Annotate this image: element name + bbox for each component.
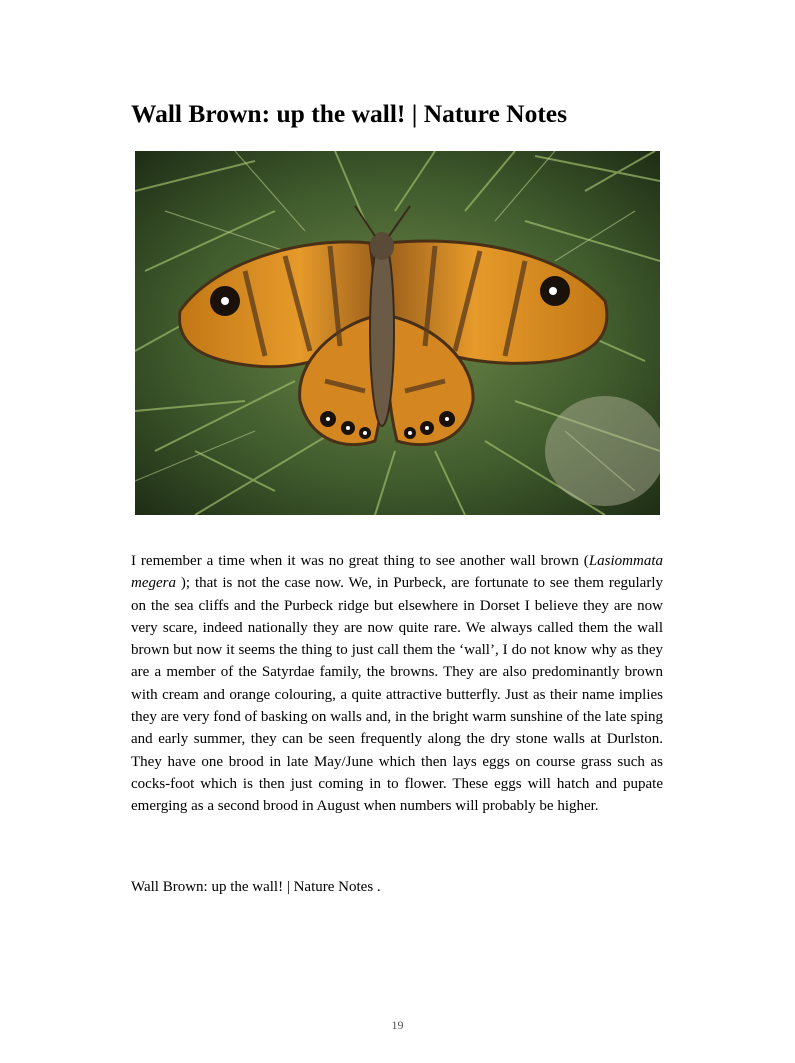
butterfly-photo bbox=[135, 151, 660, 515]
body-lead: I remember a time when it was no great thing to see another wall brown ( bbox=[131, 553, 589, 569]
article-body bbox=[131, 550, 663, 818]
wall-brown-butterfly-icon bbox=[135, 151, 660, 515]
page-title: Wall Brown: up the wall! | Nature Notes bbox=[131, 99, 568, 128]
source-caption: Wall Brown: up the wall! | Nature Notes . bbox=[131, 879, 381, 895]
species-name: Lasiommata megera bbox=[131, 553, 663, 592]
page-number: 19 bbox=[391, 1018, 404, 1032]
body-rest: ); that is not the case now. We, in Purbeck, are fortunate to see them regularly on the sea cliffs and the Purbeck ridge but elsewhere in Dorset I believe they are now very scare, indeed nationally they are now quite rare. We always called them the wall brown but now it seems the thing to just call them the ‘wall’, I do not know why as they are a member of the Satyrdae family, the browns. They are also predominantly brown with cream and orange colouring, a quite attractive butterfly. Just as their name implies they are very fond of basking on walls and, in the bright warm sunshine of the late sping and early summer, they can be seen frequently along the dry stone walls at Durlston. They have one brood in late May/June which then lays eggs on course grass such as cocks-foot which is then just coming in to flower. These eggs will hatch and pupate emerging as a second brood in August when numbers will probably be higher. bbox=[131, 575, 663, 815]
